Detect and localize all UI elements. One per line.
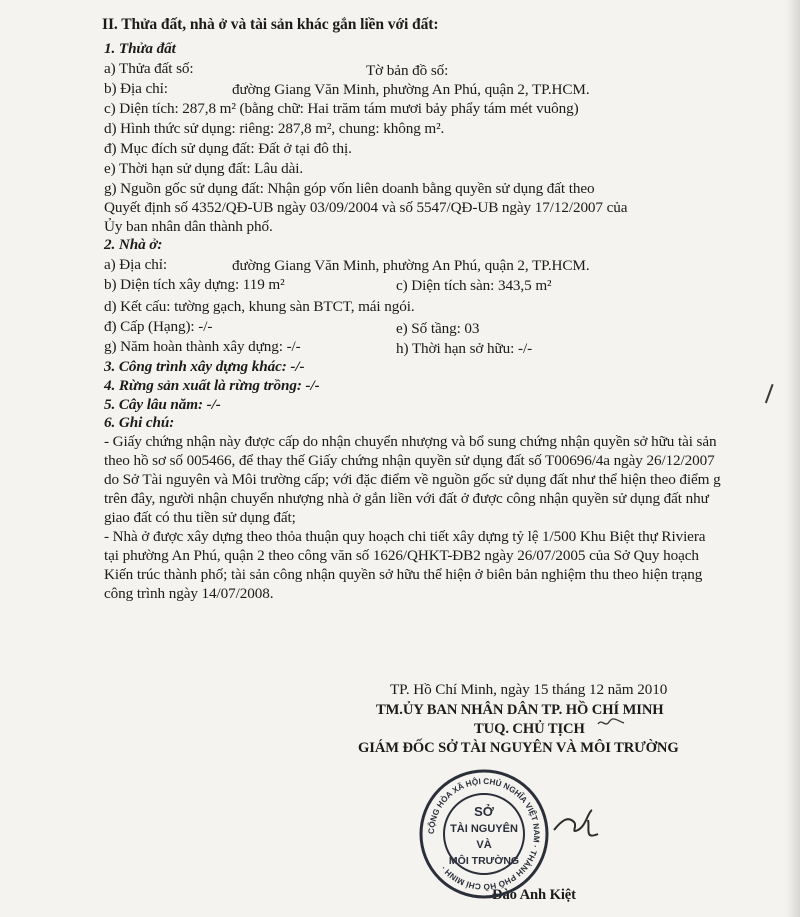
text-line: c) Diện tích sàn: 343,5 m² bbox=[396, 277, 552, 294]
text-line: do Sở Tài nguyên và Môi trường cấp; với đặc điểm về nguồn gốc sử dụng đất như thể hiện theo điểm g bbox=[104, 471, 721, 488]
text-line: Đào Anh Kiệt bbox=[492, 887, 576, 903]
text-line: a) Địa chỉ: bbox=[104, 256, 167, 273]
text-line: b) Địa chỉ: bbox=[104, 80, 168, 97]
text-line: Tờ bản đồ số: bbox=[366, 62, 449, 79]
text-line: d) Kết cấu: tường gạch, khung sàn BTCT, mái ngói. bbox=[104, 298, 415, 315]
seal-text: SỞ bbox=[474, 804, 494, 819]
text-line: đường Giang Văn Minh, phường An Phú, quận 2, TP.HCM. bbox=[232, 257, 590, 274]
text-line: e) Thời hạn sử dụng đất: Lâu dài. bbox=[104, 160, 304, 177]
text-line: h) Thời hạn sở hữu: -/- bbox=[396, 340, 533, 357]
signature-icon bbox=[548, 800, 608, 848]
text-line: g) Năm hoàn thành xây dựng: -/- bbox=[104, 338, 301, 355]
page-edge-shadow bbox=[786, 0, 800, 917]
official-seal-icon bbox=[418, 768, 550, 900]
text-line: TP. Hồ Chí Minh, ngày 15 tháng 12 năm 2010 bbox=[390, 681, 668, 698]
seal-text: MÔI TRƯỜNG bbox=[448, 855, 520, 867]
text-line: TUQ. CHỦ TỊCH bbox=[474, 721, 585, 737]
text-line: - Giấy chứng nhận này được cấp do nhận chuyển nhượng và bổ sung chứng nhận quyền sở hữu tài sản bbox=[104, 433, 717, 450]
text-line: Ủy ban nhân dân thành phố. bbox=[104, 218, 273, 235]
text-line: TM.ỦY BAN NHÂN DÂN TP. HỒ CHÍ MINH bbox=[376, 702, 664, 718]
svg-text:CỘNG HÒA XÃ HỘI CHỦ NGHĨA VIỆT: CỘNG HÒA XÃ HỘI CHỦ NGHĨA VIỆT NAM · THÀNH PHỐ HỒ CHÍ MINH · bbox=[426, 776, 542, 892]
text-line: a) Thửa đất số: bbox=[104, 60, 194, 77]
seal-text: VÀ bbox=[476, 839, 492, 851]
text-line: công trình ngày 14/07/2008. bbox=[104, 585, 274, 602]
text-line: d) Hình thức sử dụng: riêng: 287,8 m², chung: không m². bbox=[104, 120, 445, 137]
text-line: đ) Cấp (Hạng): -/- bbox=[104, 318, 213, 335]
text-line: đường Giang Văn Minh, phường An Phú, quận 2, TP.HCM. bbox=[232, 81, 590, 98]
text-line: e) Số tầng: 03 bbox=[396, 320, 480, 337]
text-line: đ) Mục đích sử dụng đất: Đất ở tại đô thị. bbox=[104, 140, 352, 157]
text-line: 5. Cây lâu năm: -/- bbox=[104, 396, 221, 413]
text-line: Kiến trúc thành phố; tài sản công nhận quyền sở hữu thể hiện ở biên bản nghiệm thu theo hiện trạng bbox=[104, 566, 703, 583]
text-line: c) Diện tích: 287,8 m² (bằng chữ: Hai trăm tám mươi bảy phẩy tám mét vuông) bbox=[104, 100, 579, 117]
text-line: g) Nguồn gốc sử dụng đất: Nhận góp vốn liên doanh bằng quyền sử dụng đất theo bbox=[104, 180, 595, 197]
initial-signature-icon bbox=[596, 716, 626, 730]
text-line: GIÁM ĐỐC SỞ TÀI NGUYÊN VÀ MÔI TRƯỜNG bbox=[358, 740, 679, 756]
text-line: Quyết định số 4352/QĐ-UB ngày 03/09/2004 và số 5547/QĐ-UB ngày 17/12/2007 của bbox=[104, 199, 628, 216]
text-line: 1. Thửa đất bbox=[104, 40, 176, 57]
text-line: trên đây, người nhận chuyển nhượng nhà ở gắn liền với đất ở được công nhận quyền sử dụng đất như bbox=[104, 490, 709, 507]
text-line: - Nhà ở được xây dựng theo thỏa thuận quy hoạch chi tiết xây dựng tỷ lệ 1/500 Khu Biệt thự Riviera bbox=[104, 528, 706, 545]
text-line: 6. Ghi chú: bbox=[104, 414, 175, 431]
text-line: II. Thửa đất, nhà ở và tài sản khác gắn liền với đất: bbox=[102, 16, 439, 33]
text-line: giao đất có thu tiền sử dụng đất; bbox=[104, 509, 296, 526]
text-line: b) Diện tích xây dựng: 119 m² bbox=[104, 276, 285, 293]
text-line: theo hồ sơ số 005466, để thay thế Giấy chứng nhận quyền sử dụng đất số T00696/4a ngày 26/12/2007 bbox=[104, 452, 715, 469]
text-line: 3. Công trình xây dựng khác: -/- bbox=[104, 358, 305, 375]
seal-text: TÀI NGUYÊN bbox=[450, 823, 518, 835]
text-line: tại phường An Phú, quận 2 theo công văn số 1626/QHKT-ĐB2 ngày 26/07/2005 của Sở Quy hoạch bbox=[104, 547, 699, 564]
margin-tick-mark bbox=[765, 384, 781, 406]
text-line: 2. Nhà ở: bbox=[104, 236, 163, 253]
text-line: 4. Rừng sản xuất là rừng trồng: -/- bbox=[104, 377, 320, 394]
